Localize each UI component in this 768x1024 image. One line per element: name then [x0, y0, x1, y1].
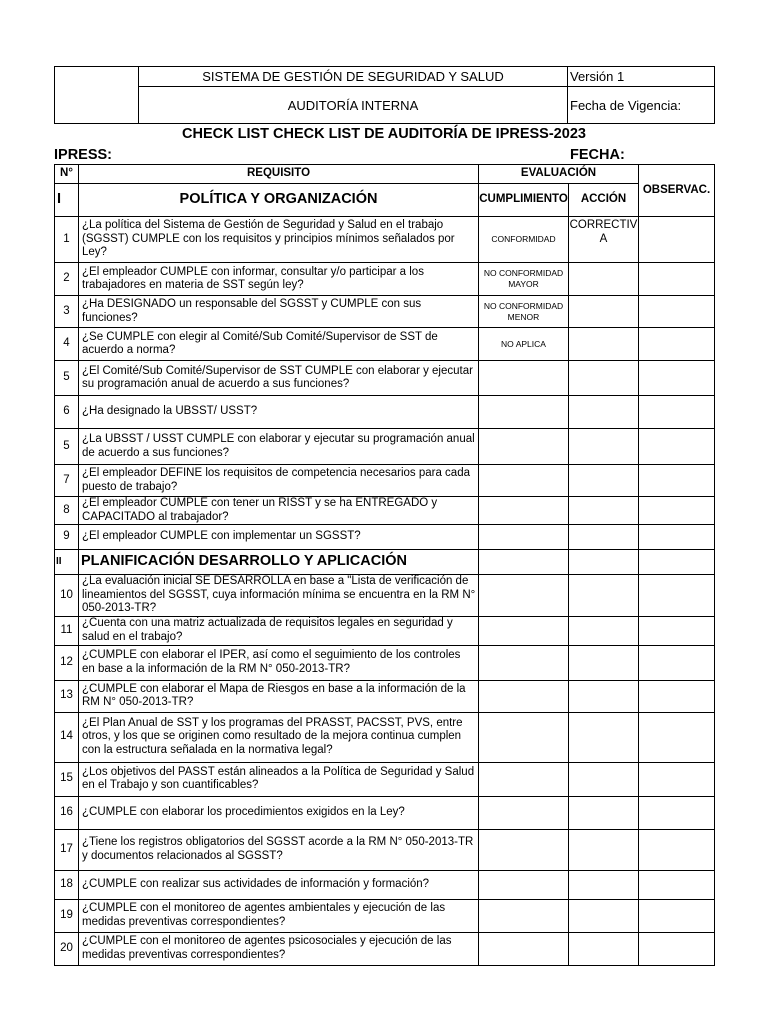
checklist-row: [55, 616, 715, 645]
row-number: 6: [55, 396, 79, 429]
row-number: 5: [55, 429, 79, 465]
empty-cell: [639, 550, 715, 575]
accion-cell[interactable]: [569, 616, 639, 645]
row-number: 15: [55, 762, 79, 796]
checklist-table: [54, 164, 715, 966]
cumplimiento-cell[interactable]: NO CONFORMIDAD MENOR: [479, 296, 569, 328]
checklist-row: [55, 932, 715, 965]
ipress-label: IPRESS:: [54, 147, 113, 163]
checklist-row: [55, 899, 715, 932]
cumplimiento-cell[interactable]: [479, 465, 569, 497]
observaciones-cell[interactable]: [639, 429, 715, 465]
section-1-title: POLÍTICA Y ORGANIZACIÓN: [79, 184, 479, 217]
cumplimiento-cell[interactable]: [479, 616, 569, 645]
system-name: SISTEMA DE GESTIÓN DE SEGURIDAD Y SALUD: [139, 67, 568, 87]
col-header-evaluacion: EVALUACIÓN: [479, 165, 639, 184]
checklist-row: [55, 296, 715, 328]
requirement-text: ¿El empleador DEFINE los requisitos de competencia necesarios para cada puesto de trabajo?: [79, 465, 479, 497]
accion-cell[interactable]: [569, 870, 639, 899]
checklist-row: [55, 762, 715, 796]
row-number: 7: [55, 465, 79, 497]
accion-cell[interactable]: [569, 525, 639, 550]
checklist-row: [55, 829, 715, 870]
observaciones-cell[interactable]: [639, 217, 715, 263]
row-number: 8: [55, 497, 79, 525]
requirement-text: ¿Se CUMPLE con elegir al Comité/Sub Comité/Supervisor de SST de acuerdo a norma?: [79, 328, 479, 361]
checklist-row: [55, 525, 715, 550]
cumplimiento-cell[interactable]: CONFORMIDAD: [479, 217, 569, 263]
accion-cell[interactable]: [569, 712, 639, 762]
checklist-row: [55, 361, 715, 396]
cumplimiento-cell[interactable]: [479, 396, 569, 429]
row-number: 17: [55, 829, 79, 870]
requirement-text: ¿El Comité/Sub Comité/Supervisor de SST CUMPLE con elaborar y ejecutar su programación anual de acuerdo a sus funciones?: [79, 361, 479, 396]
checklist-row: [55, 575, 715, 617]
accion-cell[interactable]: [569, 296, 639, 328]
requirement-text: ¿CUMPLE con el monitoreo de agentes psicosociales y ejecución de las medidas preventivas correspondientes?: [79, 932, 479, 965]
col-header-cumplimiento: CUMPLIMIENTO: [479, 184, 569, 217]
observaciones-cell[interactable]: [639, 525, 715, 550]
observaciones-cell[interactable]: [639, 932, 715, 965]
row-number: 10: [55, 575, 79, 617]
cumplimiento-cell[interactable]: [479, 712, 569, 762]
cumplimiento-cell[interactable]: [479, 575, 569, 617]
observaciones-cell[interactable]: [639, 296, 715, 328]
checklist-row: [55, 465, 715, 497]
requirement-text: ¿El empleador CUMPLE con informar, consultar y/o participar a los trabajadores en materia de SST según ley?: [79, 263, 479, 296]
col-header-accion: ACCIÓN: [569, 184, 639, 217]
row-number: 14: [55, 712, 79, 762]
observaciones-cell[interactable]: [639, 712, 715, 762]
accion-cell[interactable]: [569, 796, 639, 829]
requirement-text: ¿El empleador CUMPLE con implementar un SGSST?: [79, 525, 479, 550]
accion-cell[interactable]: [569, 263, 639, 296]
cumplimiento-cell[interactable]: NO CONFORMIDAD MAYOR: [479, 263, 569, 296]
row-number: 5: [55, 361, 79, 396]
checklist-row: [55, 497, 715, 525]
row-number: 2: [55, 263, 79, 296]
observaciones-cell[interactable]: [639, 575, 715, 617]
cumplimiento-cell[interactable]: [479, 645, 569, 680]
observaciones-cell[interactable]: [639, 263, 715, 296]
requirement-text: ¿CUMPLE con el monitoreo de agentes ambientales y ejecución de las medidas preventivas correspondientes?: [79, 899, 479, 932]
validity-date-label: Fecha de Vigencia:: [568, 87, 715, 124]
requirement-text: ¿El Plan Anual de SST y los programas del PRASST, PACSST, PVS, entre otros, y los que se originen como resultado de la mejora continua cumplen con la estructura señalada en la normativa legal?: [79, 712, 479, 762]
observaciones-cell[interactable]: [639, 328, 715, 361]
row-number: 18: [55, 870, 79, 899]
col-header-num: N°: [55, 165, 79, 184]
observaciones-cell[interactable]: [639, 497, 715, 525]
checklist-row: [55, 645, 715, 680]
requirement-text: ¿CUMPLE con elaborar el Mapa de Riesgos en base a la información de la RM N° 050-2013-TR?: [79, 680, 479, 712]
cumplimiento-cell[interactable]: [479, 680, 569, 712]
cumplimiento-cell[interactable]: [479, 429, 569, 465]
empty-cell: [479, 550, 569, 575]
accion-cell[interactable]: [569, 680, 639, 712]
row-number: 1: [55, 217, 79, 263]
accion-cell[interactable]: [569, 396, 639, 429]
cumplimiento-cell[interactable]: [479, 870, 569, 899]
row-number: 12: [55, 645, 79, 680]
checklist-row: [55, 870, 715, 899]
accion-cell[interactable]: [569, 645, 639, 680]
requirement-text: ¿Los objetivos del PASST están alineados a la Política de Seguridad y Salud en el Trabajo y son cuantificables?: [79, 762, 479, 796]
row-number: 13: [55, 680, 79, 712]
cumplimiento-cell[interactable]: [479, 829, 569, 870]
observaciones-cell[interactable]: [639, 829, 715, 870]
observaciones-cell[interactable]: [639, 899, 715, 932]
cumplimiento-cell[interactable]: [479, 899, 569, 932]
section-2-title: PLANIFICACIÓN DESARROLLO Y APLICACIÓN: [79, 550, 479, 575]
accion-cell[interactable]: [569, 575, 639, 617]
checklist-row: [55, 712, 715, 762]
checklist-row: [55, 680, 715, 712]
cumplimiento-cell[interactable]: [479, 796, 569, 829]
requirement-text: ¿La UBSST / USST CUMPLE con elaborar y ejecutar su programación anual de acuerdo a sus funciones?: [79, 429, 479, 465]
observaciones-cell[interactable]: [639, 870, 715, 899]
requirement-text: ¿Ha DESIGNADO un responsable del SGSST y CUMPLE con sus funciones?: [79, 296, 479, 328]
section-2-number: II: [55, 550, 79, 575]
observaciones-cell[interactable]: [639, 796, 715, 829]
requirement-text: ¿Cuenta con una matriz actualizada de requisitos legales en seguridad y salud en el trabajo?: [79, 616, 479, 645]
observaciones-cell[interactable]: [639, 361, 715, 396]
row-number: 19: [55, 899, 79, 932]
page-title: CHECK LIST CHECK LIST DE AUDITORÍA DE IPRESS-2023: [182, 126, 586, 142]
requirement-text: ¿Tiene los registros obligatorios del SGSST acorde a la RM N° 050-2013-TR y documentos relacionados al SGSST?: [79, 829, 479, 870]
checklist-row: [55, 429, 715, 465]
audit-type: AUDITORÍA INTERNA: [139, 87, 568, 124]
accion-cell[interactable]: [569, 328, 639, 361]
observaciones-cell[interactable]: [639, 616, 715, 645]
accion-cell[interactable]: [569, 899, 639, 932]
col-header-requisito: REQUISITO: [79, 165, 479, 184]
row-number: 3: [55, 296, 79, 328]
row-number: 11: [55, 616, 79, 645]
cumplimiento-cell[interactable]: NO APLICA: [479, 328, 569, 361]
requirement-text: ¿El empleador CUMPLE con tener un RISST y se ha ENTREGADO y CAPACITADO al trabajador?: [79, 497, 479, 525]
checklist-row: [55, 796, 715, 829]
checklist-row: [55, 328, 715, 361]
logo-placeholder: [55, 67, 139, 124]
accion-cell[interactable]: [569, 829, 639, 870]
version-label: Versión 1: [568, 67, 715, 87]
col-header-observaciones: OBSERVAC.: [639, 165, 715, 217]
requirement-text: ¿CUMPLE con elaborar los procedimientos exigidos en la Ley?: [79, 796, 479, 829]
row-number: 16: [55, 796, 79, 829]
accion-cell[interactable]: [569, 429, 639, 465]
row-number: 9: [55, 525, 79, 550]
document-header: [54, 66, 715, 124]
empty-cell: [569, 550, 639, 575]
row-number: 4: [55, 328, 79, 361]
checklist-row: [55, 396, 715, 429]
accion-cell[interactable]: [569, 465, 639, 497]
cumplimiento-cell[interactable]: [479, 497, 569, 525]
observaciones-cell[interactable]: [639, 762, 715, 796]
accion-cell[interactable]: [569, 762, 639, 796]
cumplimiento-cell[interactable]: [479, 932, 569, 965]
observaciones-cell[interactable]: [639, 645, 715, 680]
observaciones-cell[interactable]: [639, 396, 715, 429]
cumplimiento-cell[interactable]: [479, 762, 569, 796]
observaciones-cell[interactable]: [639, 465, 715, 497]
observaciones-cell[interactable]: [639, 680, 715, 712]
requirement-text: ¿CUMPLE con realizar sus actividades de información y formación?: [79, 870, 479, 899]
requirement-text: ¿La política del Sistema de Gestión de Seguridad y Salud en el trabajo (SGSST) CUMPLE con los requisitos y principios mínimos señalados por Ley?: [79, 217, 479, 263]
requirement-text: ¿La evaluación inicial SE DESARROLLA en base a "Lista de verificación de lineamientos del SGSST, cuya información mínima se encuentra en la RM N° 050-2013-TR?: [79, 575, 479, 617]
accion-cell[interactable]: [569, 497, 639, 525]
fecha-label: FECHA:: [570, 147, 625, 163]
requirement-text: ¿Ha designado la UBSST/ USST?: [79, 396, 479, 429]
accion-cell[interactable]: CORRECTIV A: [569, 217, 639, 263]
requirement-text: ¿CUMPLE con elaborar el IPER, así como el seguimiento de los controles en base a la información de la RM N° 050-2013-TR?: [79, 645, 479, 680]
checklist-row: [55, 217, 715, 263]
row-number: 20: [55, 932, 79, 965]
cumplimiento-cell[interactable]: [479, 525, 569, 550]
accion-cell[interactable]: [569, 932, 639, 965]
section-1-number: I: [55, 184, 79, 217]
cumplimiento-cell[interactable]: [479, 361, 569, 396]
accion-cell[interactable]: [569, 361, 639, 396]
checklist-row: [55, 263, 715, 296]
